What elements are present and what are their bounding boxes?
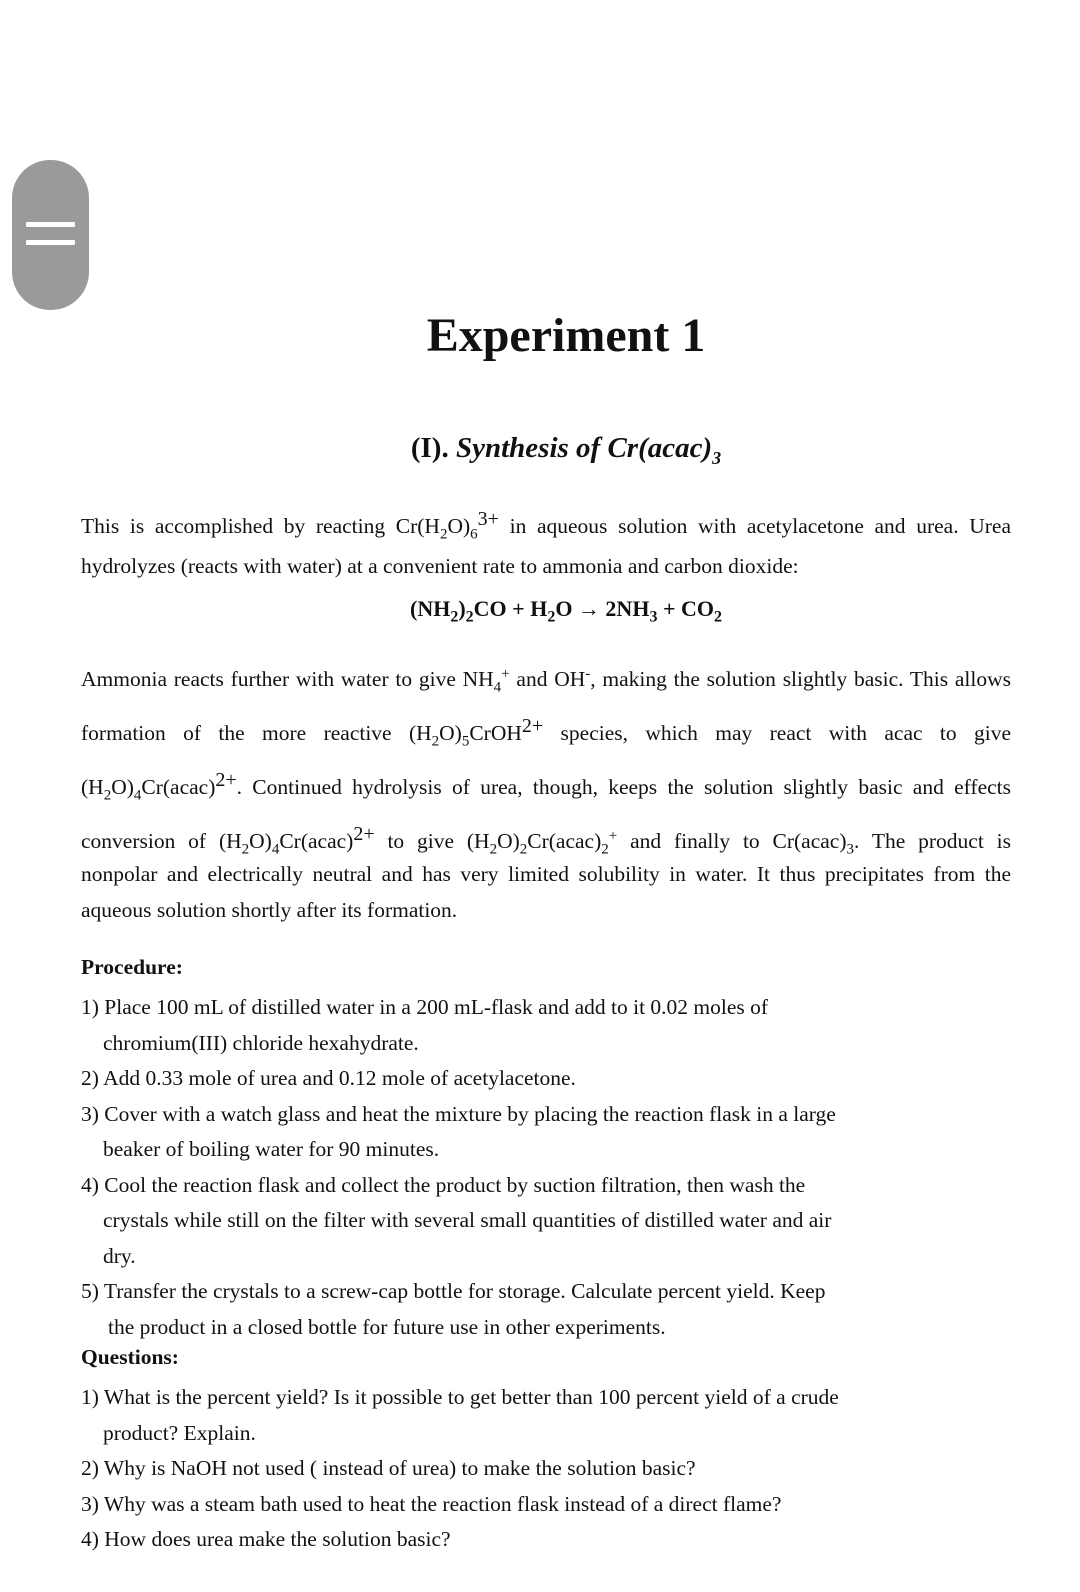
hydrolysis-equation: $(NH_2)_2CO + H_2O \to 2NH_3 + CO_2$ [410,596,722,626]
menu-lines-icon [26,222,75,227]
procedure-step: 4) Cool the reaction flask and collect the product by suction filtration, then wash the crystals while still on the filter with several small quantities of distilled water and air dry. [81,1172,832,1268]
mechanism-line-6: aqueous solution shortly after its formation. [81,898,458,922]
page-title: Experiment 1 [426,309,706,362]
intro-paragraph: This is accomplished by reacting $Cr(H_2O)_6^{3+}$ in aqueous solution with acetylacetone and urea. Urea hydrolyzes (reacts with water) at a convenient rate to ammonia and carbon dioxide: [81,506,1011,586]
mechanism-paragraph: Ammonia reacts further with water to give $NH_4^+$ and OH-, making the solution slightly basic. This allows formation of the more reactive $(H_2O)_5CrOH^{2+}$ species, which may react with acac to give $(H_2O)_4Cr(acac)^{2+}$. Continued hydrolysis of urea, though, keeps the solution slightly basic and effects conversion of $(H_2O)_4Cr(acac)^{2+}$ to give $(H_2O)_2Cr(acac)_2^+$ and finally to $Cr(acac)_3$. The product is nonpolar and electrically neutral and has very limited solubility in water. It thus precipitates from the aqueous solution shortly after its formation. [81,640,1011,928]
procedure-step: 5) Transfer the crystals to a screw-cap bottle for storage. Calculate percent yield. Keep the product in a closed bottle for future use in other experiments. [81,1279,826,1339]
questions-list [81,1380,1011,1558]
procedure-list [81,990,1011,1345]
procedure-step: 2) Add 0.33 mole of urea and 0.12 mole of acetylacetone. [81,1066,576,1090]
questions-heading: Questions: [81,1345,179,1369]
section-name: Synthesis of $Cr(acac)_3$ [455,432,722,468]
mechanism-line-5: nonpolar and electrically neutral and has very limited solubility in water. It thus precipitates from the [81,862,1011,886]
question-item: 3) Why was a steam bath used to heat the reaction flask instead of a direct flame? [81,1491,782,1516]
intro-line-2: hydrolyzes (reacts with water) at a convenient rate to ammonia and carbon dioxide: [81,554,799,578]
side-menu-handle[interactable] [12,160,89,310]
section-heading [52,432,1080,468]
section-number: (I). [410,432,449,464]
procedure-step: 1) Place 100 mL of distilled water in a 200 mL-flask and add to it 0.02 moles of chromium(III) chloride hexahydrate. [81,995,769,1055]
question-item: 2) Why is NaOH not used ( instead of urea) to make the solution basic? [81,1456,696,1480]
procedure-heading: Procedure: [81,955,183,979]
question-item: 4) How does urea make the solution basic? [81,1527,451,1551]
question-item: 1) What is the percent yield? Is it possible to get better than 100 percent yield of a crude product? Explain. [81,1385,839,1445]
menu-lines-icon-bar [26,240,75,245]
procedure-step: 3) Cover with a watch glass and heat the mixture by placing the reaction flask in a large beaker of boiling water for 90 minutes. [81,1101,836,1161]
